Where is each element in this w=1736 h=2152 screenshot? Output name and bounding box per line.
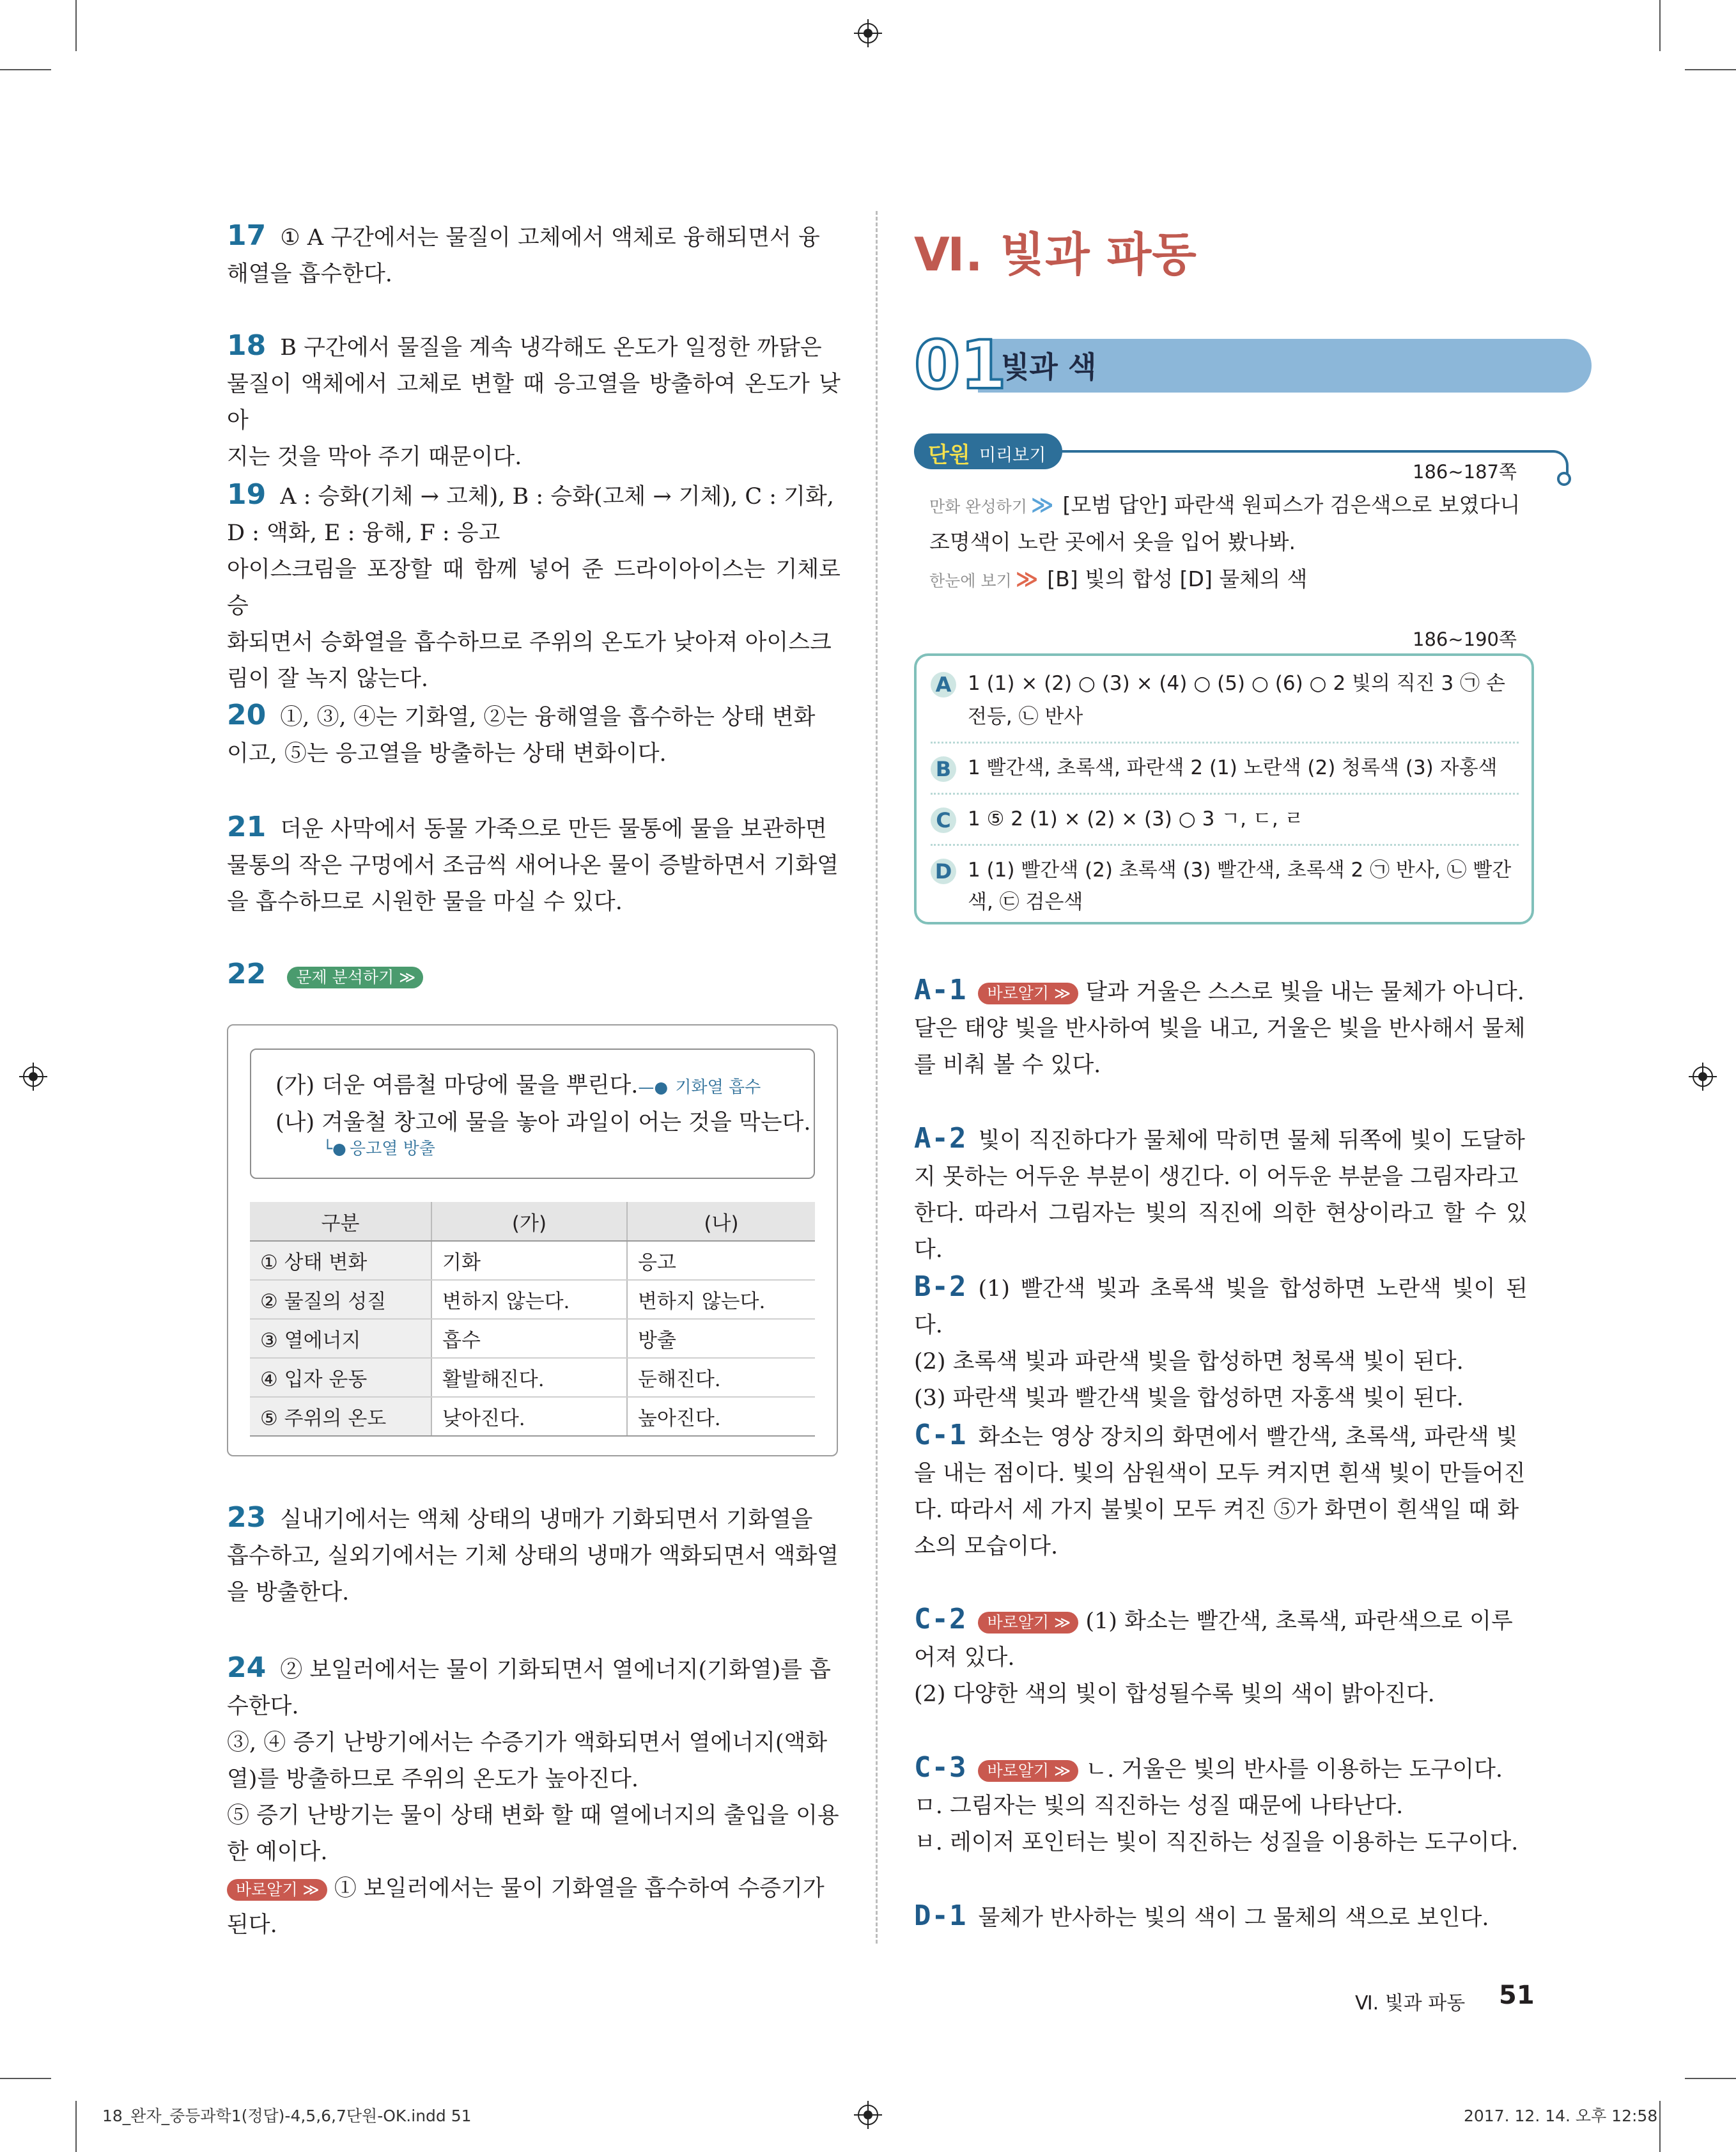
answer-row-d — [931, 854, 1511, 886]
preview-page-ref: 186~187쪽 — [1413, 461, 1517, 483]
question-number: 20 — [227, 699, 267, 731]
answer-c2 — [914, 1601, 1528, 1713]
answer-text: (2) 초록색 빛과 파란색 빛을 합성하면 청록색 빛이 된다. — [914, 1349, 1464, 1375]
chapter-title: Ⅵ. 빛과 파동 — [914, 228, 1197, 281]
column-divider — [876, 211, 878, 1944]
table-cell: 응고 — [627, 1241, 815, 1280]
answer-text: 이고, ⑤는 응고열을 방출하는 상태 변화이다. — [227, 741, 667, 767]
answer-text: ① A 구간에서는 물질이 고체에서 액체로 융해되면서 융 — [280, 225, 820, 251]
annotation-note: 응고열 방출 — [349, 1139, 435, 1158]
table-cell: 흡수 — [431, 1319, 627, 1358]
question-number: 22 — [227, 958, 267, 990]
scenario-line-ga — [275, 1068, 761, 1100]
answer-text: ①, ③, ④는 기화열, ②는 융해열을 흡수하는 상태 변화 — [280, 705, 816, 730]
answer-text: 더운 사막에서 동물 가죽으로 만든 물통에 물을 보관하면 — [280, 816, 827, 842]
question-number: D-1 — [914, 1899, 967, 1932]
crop-mark — [1685, 69, 1736, 70]
answer-c1 — [914, 1417, 1528, 1565]
table-header: (나) — [627, 1202, 815, 1241]
question-number: C-3 — [914, 1751, 967, 1784]
answer-text: 1 (1) × (2) ○ (3) × (4) ○ (5) ○ (6) ○ 2 빛의 직진 3 ㉠ 손 — [968, 672, 1505, 695]
answer-text: 지는 것을 막아 주기 때문이다. — [227, 444, 522, 470]
answer-text: 화되면서 승화열을 흡수하므로 주위의 온도가 낮아져 아이스크 — [227, 630, 832, 655]
letter-badge: C — [931, 807, 956, 833]
table-cell: ② 물질의 성질 — [250, 1280, 431, 1319]
table-cell: 기화 — [431, 1241, 627, 1280]
unit-preview-tab — [914, 433, 1062, 469]
answer-text: 1 ⑤ 2 (1) × (2) × (3) ○ 3 ㄱ, ㄷ, ㄹ — [968, 807, 1304, 830]
answer-19 — [227, 476, 841, 698]
answer-text: 다. 따라서 세 가지 불빛이 모두 켜진 ⑤가 화면이 흰색일 때 화 — [914, 1497, 1519, 1523]
answer-text: 을 내는 점이다. 빛의 삼원색이 모두 켜지면 흰색 빛이 만들어진 — [914, 1461, 1526, 1486]
answer-text: D : 액화, E : 융해, F : 응고 — [227, 520, 500, 546]
question-number: 18 — [227, 329, 267, 362]
table-cell: 활발해진다. — [431, 1358, 627, 1397]
answer-text: 달과 거울은 스스로 빛을 내는 물체가 아니다. — [1085, 979, 1524, 1005]
answer-text: 화소는 영상 장치의 화면에서 빨간색, 초록색, 파란색 빛 — [978, 1424, 1518, 1450]
scenario-text: (가) 더운 여름철 마당에 물을 뿌린다. — [275, 1073, 639, 1098]
answer-text: 된다. — [227, 1912, 277, 1938]
preview-rule — [1042, 450, 1553, 453]
comparison-table — [250, 1202, 815, 1437]
table-row — [250, 1280, 815, 1319]
answer-text: 수한다. — [227, 1694, 299, 1719]
question-number: 23 — [227, 1501, 267, 1534]
answer-text: 을 방출한다. — [227, 1580, 350, 1605]
answer-text: 지 못하는 어두운 부분이 생긴다. 이 어두운 부분을 그림자라고 — [914, 1164, 1519, 1190]
correction-tag: 바로알기 ≫ — [978, 1760, 1078, 1782]
table-row — [250, 1358, 815, 1397]
question-number: B-2 — [914, 1270, 967, 1303]
answer-text: 한 예이다. — [227, 1839, 328, 1865]
answer-text: 한다. 따라서 그림자는 빛의 직진에 의한 현상이라고 할 수 있다. — [914, 1201, 1528, 1263]
table-cell: 높아진다. — [627, 1397, 815, 1436]
answer-row-a — [931, 667, 1505, 699]
answer-text: ㅂ. 레이저 포인터는 빛이 직진하는 성질을 이용하는 도구이다. — [914, 1830, 1519, 1855]
question-number: 21 — [227, 811, 267, 843]
answer-17 — [227, 217, 841, 293]
double-chevron-icon: ≫ — [1015, 566, 1039, 592]
table-cell: ③ 열에너지 — [250, 1319, 431, 1358]
running-footer-section: Ⅵ. 빛과 파동 — [1355, 1992, 1466, 2015]
answer-text: ⑤ 증기 난방기는 물이 상태 변화 할 때 열에너지의 출입을 이용 — [227, 1803, 839, 1828]
answer-text: ㅁ. 그림자는 빛의 직진하는 성질 때문에 나타난다. — [914, 1793, 1404, 1819]
answer-text: ① 보일러에서는 물이 기화열을 흡수하여 수증기가 — [334, 1876, 825, 1901]
preview-label: 한눈에 보기 — [929, 572, 1012, 590]
answer-text: ③, ④ 증기 난방기에서는 수증기가 액화되면서 열에너지(액화 — [227, 1730, 828, 1756]
question-number: C-1 — [914, 1419, 967, 1451]
answers-page-ref: 186~190쪽 — [1413, 628, 1517, 650]
question-number: C-2 — [914, 1603, 967, 1635]
table-row — [250, 1397, 815, 1436]
registration-mark-icon — [1689, 1063, 1717, 1091]
question-number: 17 — [227, 219, 267, 252]
print-slug-date: 2017. 12. 14. 오후 12:58 — [1464, 2107, 1658, 2125]
section-title: 빛과 색 — [1001, 350, 1097, 384]
annotation-note: 기화열 흡수 — [675, 1078, 761, 1097]
answer-text: 림이 잘 녹지 않는다. — [227, 666, 428, 692]
answer-row-a-cont: 전등, ㉡ 반사 — [968, 705, 1083, 728]
preview-dot-icon — [1557, 472, 1571, 486]
table-cell: ⑤ 주위의 온도 — [250, 1397, 431, 1436]
answer-24 — [227, 1649, 841, 1944]
preview-text: [모범 답안] 파란색 원피스가 검은색으로 보였다니 — [1062, 492, 1521, 517]
crop-mark — [1659, 2101, 1661, 2152]
crop-mark — [75, 2101, 77, 2152]
preview-row-overview — [929, 561, 1307, 599]
answer-text: 1 (1) 빨간색 (2) 초록색 (3) 빨간색, 초록색 2 ㉠ 반사, ㉡ 빨간 — [968, 859, 1512, 882]
crop-mark — [1659, 0, 1661, 51]
registration-mark-icon — [854, 19, 882, 47]
table-row — [250, 1319, 815, 1358]
table-cell: 둔해진다. — [627, 1358, 815, 1397]
answer-row-c — [931, 803, 1304, 835]
answer-text: 1 빨간색, 초록색, 파란색 2 (1) 노란색 (2) 청록색 (3) 자홍색 — [968, 756, 1498, 779]
answer-23 — [227, 1499, 841, 1611]
table-cell: 낮아진다. — [431, 1397, 627, 1436]
answer-text: 어져 있다. — [914, 1645, 1015, 1671]
question-number: A-2 — [914, 1122, 967, 1155]
answer-text: 흡수하고, 실외기에서는 기체 상태의 냉매가 액화되면서 액화열 — [227, 1543, 839, 1569]
answer-row-b — [931, 752, 1497, 784]
answer-text: B 구간에서 물질을 계속 냉각해도 온도가 일정한 까닭은 — [280, 335, 822, 361]
scenario-note-na — [323, 1135, 435, 1159]
correction-tag: 바로알기 ≫ — [227, 1879, 327, 1901]
question-number: 19 — [227, 478, 267, 511]
answer-18 — [227, 327, 841, 476]
table-header: (가) — [431, 1202, 627, 1241]
answer-text: 물체가 반사하는 빛의 색이 그 물체의 색으로 보인다. — [978, 1905, 1489, 1931]
crop-mark — [1685, 2078, 1736, 2079]
dotted-separator — [931, 742, 1519, 744]
answer-text: 물질이 액체에서 고체로 변할 때 응고열을 방출하여 온도가 낮아 — [227, 371, 841, 433]
answer-c3 — [914, 1749, 1528, 1861]
answer-22-header — [227, 956, 841, 995]
crop-mark — [75, 0, 77, 51]
answer-text: 달은 태양 빛을 반사하여 빛을 내고, 거울은 빛을 반사해서 물체 — [914, 1016, 1526, 1041]
answer-text: 소의 모습이다. — [914, 1534, 1058, 1559]
preview-row-comic-cont: 조명색이 노란 곳에서 옷을 입어 봤나봐. — [929, 529, 1296, 554]
analysis-box — [227, 1024, 838, 1456]
question-number: 24 — [227, 1651, 267, 1684]
answer-text: 실내기에서는 액체 상태의 냉매가 기화되면서 기화열을 — [280, 1507, 813, 1532]
registration-mark-icon — [854, 2101, 882, 2129]
dotted-separator — [931, 793, 1519, 795]
answer-text: 아이스크림을 포장할 때 함께 넣어 준 드라이아이스는 기체로 승 — [227, 557, 841, 619]
answer-text: 빛이 직진하다가 물체에 막히면 물체 뒤쪽에 빛이 도달하 — [978, 1128, 1525, 1153]
answer-text: 해열을 흡수한다. — [227, 261, 392, 287]
correction-tag: 바로알기 ≫ — [978, 1612, 1078, 1633]
answer-text: (3) 파란색 빛과 빨간색 빛을 합성하면 자홍색 빛이 된다. — [914, 1385, 1464, 1411]
answer-text: 열)를 방출하므로 주위의 온도가 높아진다. — [227, 1766, 639, 1792]
table-header-row — [250, 1202, 815, 1241]
preview-label: 만화 완성하기 — [929, 497, 1027, 516]
answer-text: (1) 화소는 빨간색, 초록색, 파란색으로 이루 — [1085, 1609, 1513, 1634]
analysis-tag: 문제 분석하기 ≫ — [287, 967, 423, 988]
answer-21 — [227, 809, 841, 921]
preview-tab-label-a: 단원 — [928, 442, 970, 468]
answer-text: 를 비춰 볼 수 있다. — [914, 1052, 1101, 1078]
answer-text: (1) 빨간색 빛과 초록색 빛을 합성하면 노란색 빛이 된다. — [914, 1276, 1528, 1338]
double-chevron-icon: ≫ — [1030, 492, 1054, 518]
table-cell: ① 상태 변화 — [250, 1241, 431, 1280]
correction-tag: 바로알기 ≫ — [978, 983, 1078, 1004]
answer-d1 — [914, 1898, 1528, 1937]
print-slug-file: 18_완자_중등과학1(정답)-4,5,6,7단원-OK.indd 51 — [102, 2107, 472, 2125]
scenario-text: (나) 겨울철 창고에 물을 놓아 과일이 어는 것을 막는다. — [275, 1110, 811, 1135]
registration-mark-icon — [19, 1063, 47, 1091]
crop-mark — [0, 69, 51, 70]
table-header: 구분 — [250, 1202, 431, 1241]
page-number: 51 — [1499, 1981, 1535, 2010]
answer-row-d-cont: 색, ㉢ 검은색 — [968, 891, 1083, 914]
arrow-dot-icon: —● — [638, 1078, 669, 1096]
table-row — [250, 1241, 815, 1280]
preview-tab-label-b: 미리보기 — [979, 446, 1046, 465]
letter-badge: B — [931, 756, 956, 782]
preview-text: [B] 빛의 합성 [D] 물체의 색 — [1047, 566, 1308, 591]
answer-20 — [227, 697, 841, 772]
dotted-separator — [931, 844, 1519, 846]
answer-text: 물통의 작은 구멍에서 조금씩 새어나온 물이 증발하면서 기화열 — [227, 853, 839, 878]
crop-mark — [0, 2078, 51, 2079]
scenario-box — [250, 1049, 815, 1179]
answer-text: ② 보일러에서는 물이 기화되면서 열에너지(기화열)를 흡 — [280, 1657, 831, 1683]
letter-badge: D — [931, 859, 956, 884]
question-number: A-1 — [914, 974, 967, 1006]
answer-a1 — [914, 972, 1528, 1084]
elbow-arrow-icon: └● — [323, 1139, 346, 1158]
answer-text: A : 승화(기체 → 고체), B : 승화(고체 → 기체), C : 기화, — [280, 484, 834, 510]
answer-a2 — [914, 1120, 1528, 1268]
preview-row-comic — [929, 487, 1520, 525]
scenario-line-na — [275, 1105, 810, 1137]
fix-line — [227, 1871, 841, 1907]
table-cell: 방출 — [627, 1319, 815, 1358]
answer-text: (2) 다양한 색의 빛이 합성될수록 빛의 색이 밝아진다. — [914, 1681, 1435, 1707]
letter-badge: A — [931, 672, 956, 698]
section-number: 01 — [914, 326, 1007, 404]
table-cell: ④ 입자 운동 — [250, 1358, 431, 1397]
quick-answers-box — [914, 653, 1534, 924]
table-cell: 변하지 않는다. — [431, 1280, 627, 1319]
answer-b2 — [914, 1268, 1528, 1417]
answer-text: 을 흡수하므로 시원한 물을 마실 수 있다. — [227, 889, 623, 915]
answer-text: ㄴ. 거울은 빛의 반사를 이용하는 도구이다. — [1085, 1757, 1503, 1782]
table-cell: 변하지 않는다. — [627, 1280, 815, 1319]
